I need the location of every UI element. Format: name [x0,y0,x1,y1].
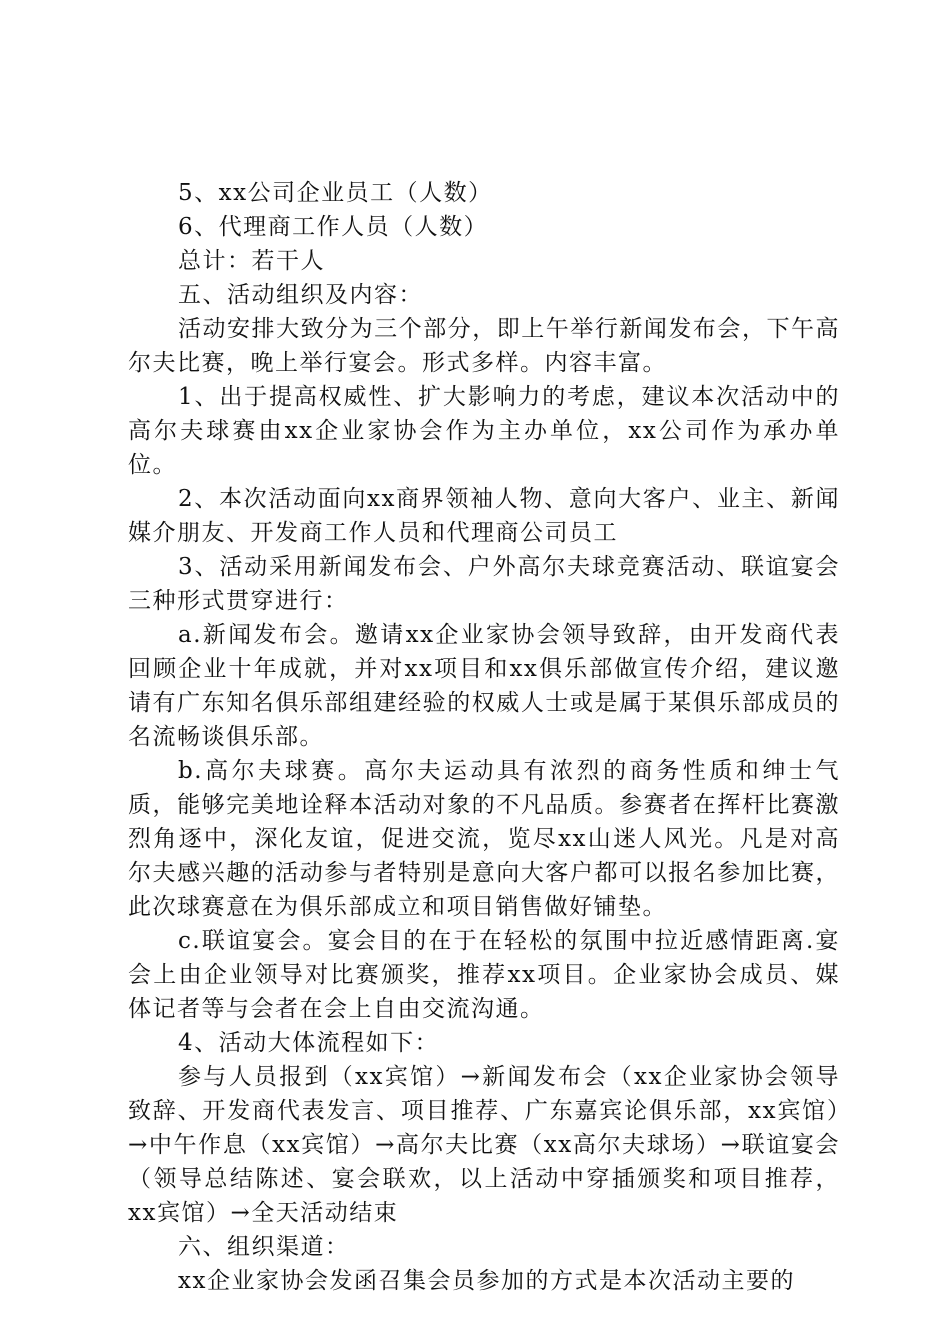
document-body [128,176,840,1298]
section-heading-activity: 五、活动组织及内容： [178,282,423,308]
paragraph-item-a: a.新闻发布会。邀请xx企业家协会领导致辞，由开发商代表回顾企业十年成就，并对xx项目和xx俱乐部做宣传介绍，建议邀请有广东知名俱乐部组建经验的权威人士或是属于某俱乐部成员的名流畅谈俱乐部。 [128,622,840,750]
paragraph-total: 总计：若干人 [178,248,325,274]
paragraph-item-c: c.联谊宴会。宴会目的在于在轻松的氛围中拉近感情距离.宴会上由企业领导对比赛颁奖，推荐xx项目。企业家协会成员、媒体记者等与会者在会上自由交流沟通。 [128,928,840,1022]
paragraph-item-2: 2、本次活动面向xx商界领袖人物、意向大客户、业主、新闻媒介朋友、开发商工作人员和代理商公司员工 [128,486,840,546]
paragraph-process-flow: 参与人员报到（xx宾馆）→新闻发布会（xx企业家协会领导致辞、开发商代表发言、项目推荐、广东嘉宾论俱乐部，xx宾馆）→中午作息（xx宾馆）→高尔夫比赛（xx高尔夫球场）→联谊宴会（领导总结陈述、宴会联欢，以上活动中穿插颁奖和项目推荐，xx宾馆）→全天活动结束 [128,1064,840,1226]
paragraph-item-3: 3、活动采用新闻发布会、户外高尔夫球竞赛活动、联谊宴会三种形式贯穿进行： [128,554,840,614]
paragraph-agent-count: 6、代理商工作人员（人数） [178,214,489,240]
section-heading-channels: 六、组织渠道： [178,1234,350,1260]
paragraph-item-4: 4、活动大体流程如下： [178,1030,440,1056]
paragraph-item-b: b.高尔夫球赛。高尔夫运动具有浓烈的商务性质和绅士气质，能够完美地诠释本活动对象的不凡品质。参赛者在挥杆比赛激烈角逐中，深化友谊，促进交流，览尽xx山迷人风光。凡是对高尔夫感兴趣的活动参与者特别是意向大客户都可以报名参加比赛，此次球赛意在为俱乐部成立和项目销售做好铺垫。 [128,758,840,920]
paragraph-schedule-overview: 活动安排大致分为三个部分，即上午举行新闻发布会，下午高尔夫比赛，晚上举行宴会。形式多样。内容丰富。 [128,316,840,376]
paragraph-staff-count: 5、xx公司企业员工（人数） [178,180,493,206]
paragraph-channels: xx企业家协会发函召集会员参加的方式是本次活动主要的 [178,1268,795,1294]
paragraph-item-1: 1、出于提高权威性、扩大影响力的考虑，建议本次活动中的高尔夫球赛由xx企业家协会作为主办单位，xx公司作为承办单位。 [128,384,840,478]
